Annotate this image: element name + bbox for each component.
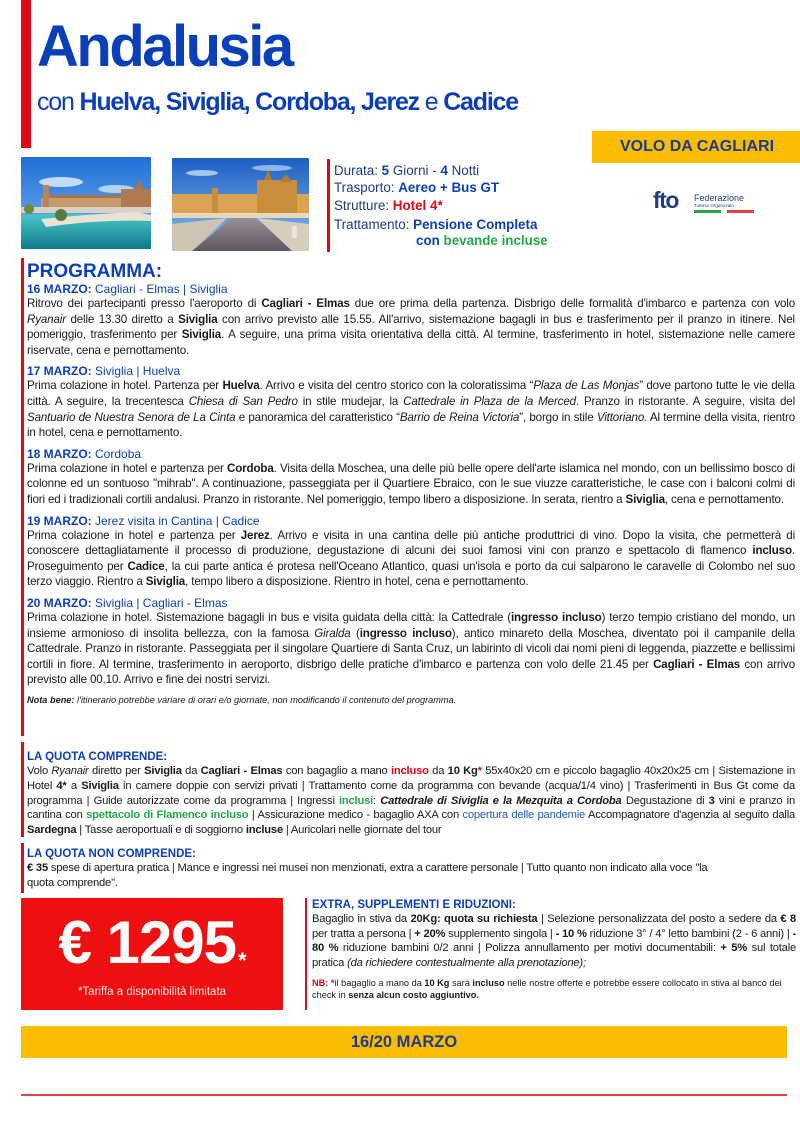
text-run: riduzione bambini 0/2 anni | Polizza annullamento per motivi documentabili: (338, 942, 721, 955)
treatment-label: Trattamento: (334, 216, 414, 232)
text-run: con arrivo previsto alle 00.10. Arrivo e fine dei nostri servizi. (27, 657, 795, 687)
text-run: | Tasse aeroportuali e di soggiorno (76, 824, 246, 837)
text-run: Volo (27, 765, 52, 777)
itinerary-day-date: 18 MARZO: (27, 446, 92, 461)
nota-bene-label: Nota bene: (27, 694, 75, 705)
text-run: Vittoriano. (596, 410, 648, 424)
text-run: , tempo libero a disposizione. Rientro in hotel, cena e pernottamento. (185, 575, 529, 589)
cordoba-mezquita-photo (172, 158, 309, 251)
text-run: | Selezione personalizzata del posto a sedere da (537, 913, 781, 925)
itinerary-day-title (27, 514, 795, 528)
text-run: Giralda (314, 626, 351, 640)
text-run: incluso (390, 765, 429, 777)
title-accent-bar (21, 0, 31, 148)
programma-section (27, 262, 795, 706)
page-subtitle (37, 90, 518, 115)
text-run: Sardegna (27, 824, 77, 837)
non-comprende-accent-bar (21, 843, 24, 893)
text-run: Ritrovo dei partecipanti presso l'aeroporto di (27, 297, 262, 310)
non-comprende-heading: LA QUOTA NON COMPRENDE: (27, 848, 196, 860)
itinerary-day-description (27, 461, 795, 508)
itinerary-day-date: 16 MARZO: (27, 282, 92, 296)
text-run: Ryanair (51, 765, 89, 777)
text-run: , la cui parte antica é protesa nell'Oceano Atlantico, quasi un'isola e porto da cui salparono le caravelle di Colombo nel suo terzo viaggio. Rientro a (27, 559, 795, 589)
text-run: Siviglia (625, 492, 665, 506)
text-run: . Visita della Moschea, una delle più belle opere dell'arte islamica nel mondo, con un bellissimo bosco di colonne ed un sontuoso "mihrab". A continuazione, passeggiata per il Quartiere Ebraico, con le sue viuzze caratteristiche, le case con i balconi colmi di fiori ed i tradizionali cortili andalusi. Pranzo in ristorante. Nel pomeriggio, tempo libero a disposizione. In serata, rientro a (27, 461, 795, 506)
itinerary-day-title (27, 447, 795, 461)
structures-row (334, 198, 548, 215)
text-run: diretto per (88, 765, 145, 777)
extra-accent-bar (305, 898, 307, 1010)
transport-row (334, 180, 548, 197)
fto-logo-line1: Federazione (694, 193, 745, 203)
fto-logo-mark: fto (653, 187, 678, 213)
text-run: Siviglia (178, 312, 218, 326)
text-run: in camere doppie con servizi privati | Trattamento come da programma con bevande (acqua/1/4 vino) | Trasferimenti in Bus Gt come da programma | Guide autorizzate come da programma | Ingressi (27, 779, 795, 807)
treatment-drinks-row (334, 233, 548, 250)
programma-days (27, 282, 795, 688)
text-run: riduzione 3° / 4° letto bambini (2 - 6 anni) | (586, 927, 793, 940)
text-run: ” dove partono tutte le vie della città. A seguire, la trecentesca (27, 379, 795, 408)
text-run: incluso (752, 544, 792, 558)
extra-section (312, 898, 796, 1002)
text-run: NB: * (312, 977, 335, 988)
fto-logo (653, 187, 763, 217)
text-run: vini e pranzo in cantina con (27, 794, 795, 822)
cordoba-illustration (172, 158, 309, 251)
itinerary-day-route: Cagliari - Elmas | Siviglia (91, 282, 228, 296)
page-title: Andalusia (37, 14, 292, 79)
text-run: per tratta a persona | (312, 927, 415, 940)
text-run: Cagliari - Elmas (653, 657, 741, 671)
text-run: Degustazione di (621, 794, 709, 807)
itinerary-day (27, 282, 795, 358)
text-run: Prima colazione in hotel. Sistemazione bagagli in bus e visita guidata della città: la Cattedrale ( (27, 610, 511, 624)
itinerary-day-description (27, 528, 795, 590)
treatment-row (334, 217, 548, 234)
subtitle-last-city: Cadice (443, 88, 518, 116)
duration-nights-label: Notti (447, 163, 480, 178)
text-run: ), antico minareto della Moschea, diventato poi il campanile della Cattedrale. Pranzo in ristorante. Passeggiata per il singolare Quartiere di Santa Cruz, un labirinto di vicoli dai nomi pieni di leggenda, piazzette e bellissimi cortili in fiore. Al termine, trasferimento in aeroporto, disbrigo delle pratiche d'imbarco e partenza con volo delle 21.45 per (27, 626, 795, 671)
text-run: e panoramica del caratteristico “ (235, 410, 400, 424)
duration-nights: 4 (440, 163, 448, 178)
subtitle-prefix: con (37, 88, 80, 116)
itinerary-day (27, 514, 795, 590)
text-run: copertura delle pandemie (462, 809, 586, 822)
text-run: 3 (708, 794, 715, 807)
text-run: Santuario de Nuestra Senora de La Cinta (27, 410, 236, 424)
fto-logo-line2: Turismo Organizzato (694, 203, 734, 208)
nota-bene-text: l'itinerario potrebbe variare di orari e/o giornate, non modificando il contenuto del programma. (74, 694, 457, 705)
text-run: Siviglia (144, 765, 182, 777)
duration-row (334, 163, 548, 180)
text-run: | Assicurazione medico - bagaglio AXA con (248, 809, 463, 822)
text-run: da (428, 765, 448, 777)
price-amount (21, 910, 283, 976)
duration-label: Durata: (334, 163, 382, 178)
text-run: con arrivo previsto alle 15.55. All'arrivo, sistemazione bagagli in bus e trasferimento per il pranzo in itinere. Nel pomeriggio, trasferimento per (27, 312, 795, 342)
text-run: spettacolo di Flamenco incluso (86, 809, 249, 822)
itinerary-day-route: Siviglia | Huelva (91, 364, 181, 379)
text-run: delle 13.30 diretto a (65, 312, 179, 326)
subtitle-cities: Huelva, Siviglia, Cordoba, Jerez (79, 88, 419, 116)
text-run: supplemento singola | (445, 927, 556, 940)
text-run: Cattedrale in Plaza de la Merced (403, 394, 576, 408)
itinerary-day-title (27, 282, 795, 296)
structures-value: Hotel 4* (392, 198, 443, 213)
nota-bene (27, 694, 795, 706)
treatment-con: con (416, 233, 444, 248)
text-run: Huelva (222, 379, 260, 393)
itinerary-day (27, 447, 795, 508)
text-run: | Auricolari nelle giornate del tour (282, 824, 442, 837)
extra-heading: EXTRA, SUPPLEMENTI E RIDUZIONI: (312, 899, 516, 911)
text-run: a (66, 779, 82, 792)
text-run: Siviglia (145, 575, 186, 589)
text-run: Al termine della visita, rientro in hotel, cena e pernottamento. (27, 410, 795, 440)
plaza-de-espana-photo (21, 157, 151, 249)
text-run: Prima colazione in hotel e partenza per (27, 461, 228, 475)
text-run: . Arrivo e visita in una cantina delle più antiche produttrici di vino. Dopo la visita, che permetterà di conoscere dettagliatamente il processo di produzione, degustazione di alcuni dei suoi famosi vini con pranzo e spettacolo di flamenco (27, 528, 796, 558)
text-run: Siviglia (81, 779, 119, 792)
comprende-accent-bar (21, 742, 24, 837)
text-run: * (477, 765, 482, 777)
itinerary-day-route: Siviglia | Cagliari - Elmas (91, 595, 228, 610)
text-run: 10 Kg (424, 977, 450, 988)
text-run: - 80 % (312, 927, 796, 955)
text-run: . Proseguimento per (27, 544, 795, 573)
text-run: € 8 (780, 913, 797, 925)
text-run: il bagaglio a mano da (334, 977, 425, 988)
itinerary-day-route: Cordoba (91, 446, 142, 461)
itinerary-day (27, 364, 795, 440)
price-note: *Tariffa a disponibilità limitata (77, 986, 227, 998)
text-run: Barrio de Reina Victoria (399, 410, 520, 424)
text-run: 55x40x20 cm e piccolo bagaglio 40x20x25 cm | Sistemazione in Hotel (27, 765, 795, 792)
text-run: nelle nostre offerte e potrebbe essere collocato in stiva al banco dei check in (312, 977, 782, 1001)
itinerary-day-date: 17 MARZO: (27, 364, 92, 379)
text-run: Cadice (127, 559, 165, 573)
comprende-section (27, 750, 795, 838)
itinerary-day-description (27, 378, 795, 440)
comprende-text (27, 764, 795, 838)
treatment-value: Pensione Completa (413, 216, 538, 232)
text-run: : (373, 794, 381, 807)
text-run: con bagaglio a mano (282, 765, 391, 777)
extra-text (312, 912, 796, 971)
text-run: € 35 (27, 862, 48, 874)
date-banner: 16/20 MARZO (21, 1026, 787, 1058)
non-comprende-text (27, 861, 727, 891)
text-run: . A seguire, una prima visita orientativa della città. Al termine, trasferimento in hotel, sistemazione nelle camere riservate, cena e pernottamento. (27, 328, 795, 357)
itinerary-day-description (27, 610, 795, 688)
text-run: in stile mudejar, la (297, 394, 404, 408)
treatment-drinks: bevande incluse (443, 233, 548, 248)
itinerary-day-date: 19 MARZO: (27, 513, 92, 528)
text-run: Siviglia (181, 328, 222, 342)
text-run: ingresso incluso (359, 626, 452, 640)
transport-label: Trasporto: (334, 179, 399, 195)
trip-details (334, 163, 548, 250)
text-run: Cordoba (227, 461, 274, 475)
text-run: + 20% (414, 927, 446, 940)
text-run: incluso (472, 977, 505, 988)
duration-days-label: Giorni - (389, 163, 441, 178)
text-run: Ryanair (27, 312, 66, 326)
structures-label: Strutture: (334, 198, 393, 213)
text-run: sarà (449, 977, 473, 988)
text-run: Plaza de Las Monjas (533, 379, 640, 393)
text-run: Cagliari - Elmas (261, 297, 350, 310)
non-comprende-section (27, 847, 795, 891)
text-run: (da richiedere contestualmente alla prenotazione); (347, 957, 586, 970)
itinerary-day-route: Jerez visita in Cantina | Cadice (91, 513, 260, 528)
itinerary-day (27, 596, 795, 688)
departure-badge: VOLO DA CAGLIARI (592, 131, 800, 163)
text-run: Chiesa di San Pedro (188, 394, 298, 408)
details-accent-bar (327, 159, 330, 252)
text-run: Cattedrale di Siviglia e la Mezquita a Cordoba (380, 794, 622, 807)
text-run: ingresso incluso (510, 610, 602, 624)
text-run: ”, borgo in stile (519, 410, 597, 424)
text-run: Bagaglio in stiva da (312, 913, 411, 925)
transport-value: Aereo + Bus GT (398, 179, 500, 195)
text-run: senza alcun costo aggiuntivo. (348, 990, 479, 1001)
text-run: spese di apertura pratica | Mance e ingressi nei musei non menzionati, extra a carattere personale | Tutto quanto non indicato alla voce "la quota comprende". (27, 862, 708, 889)
text-run: - 10 % (555, 927, 587, 940)
text-run: . Arrivo e visita del centro storico con la coloratissima “ (259, 379, 534, 393)
text-run: sul totale pratica (312, 942, 796, 970)
text-run: due ore prima della partenza. Disbrigo delle formalità d'imbarco e partenza con volo (349, 297, 796, 310)
text-run: Jerez (240, 528, 270, 542)
text-run: 20Kg: quota su richiesta (410, 913, 538, 925)
comprende-heading: LA QUOTA COMPRENDE: (27, 751, 168, 763)
text-run: + 5% (720, 942, 747, 955)
extra-nb-note (312, 977, 796, 1002)
text-run: inclusi (338, 794, 374, 807)
text-run: ( (350, 626, 360, 640)
price-value: € 1295 (58, 909, 236, 976)
programma-accent-bar (21, 258, 24, 736)
text-run: . Pranzo in ristorante. A seguire, visita del (575, 394, 795, 408)
text-run: 4* (56, 779, 67, 792)
price-box (21, 898, 283, 1010)
text-run: Cagliari - Elmas (200, 765, 283, 777)
fto-logo-icon (653, 187, 763, 217)
itinerary-day-description (27, 296, 795, 358)
text-run: 10 Kg (447, 765, 478, 777)
itinerary-day-title (27, 364, 795, 378)
price-asterisk: * (237, 948, 246, 973)
text-run: incluse (245, 824, 283, 837)
bottom-divider (21, 1094, 787, 1096)
text-run: , cena e pernottamento. (664, 492, 784, 506)
text-run: Prima colazione in hotel. Partenza per (27, 379, 223, 393)
text-run: Accompagnatore d'agenzia al seguito dalla (585, 809, 796, 822)
text-run: da (181, 765, 201, 777)
subtitle-conjunction: e (418, 88, 444, 116)
plaza-de-espana-illustration (21, 157, 151, 249)
duration-days: 5 (381, 163, 390, 178)
itinerary-day-title (27, 596, 795, 610)
programma-heading: PROGRAMMA: (27, 261, 163, 282)
text-run: Prima colazione in hotel e partenza per (27, 528, 241, 542)
itinerary-day-date: 20 MARZO: (27, 595, 92, 610)
text-run: ) terzo tempio cristiano del mondo, un insieme armonioso di insolita bellezza, con la famosa (27, 610, 795, 640)
